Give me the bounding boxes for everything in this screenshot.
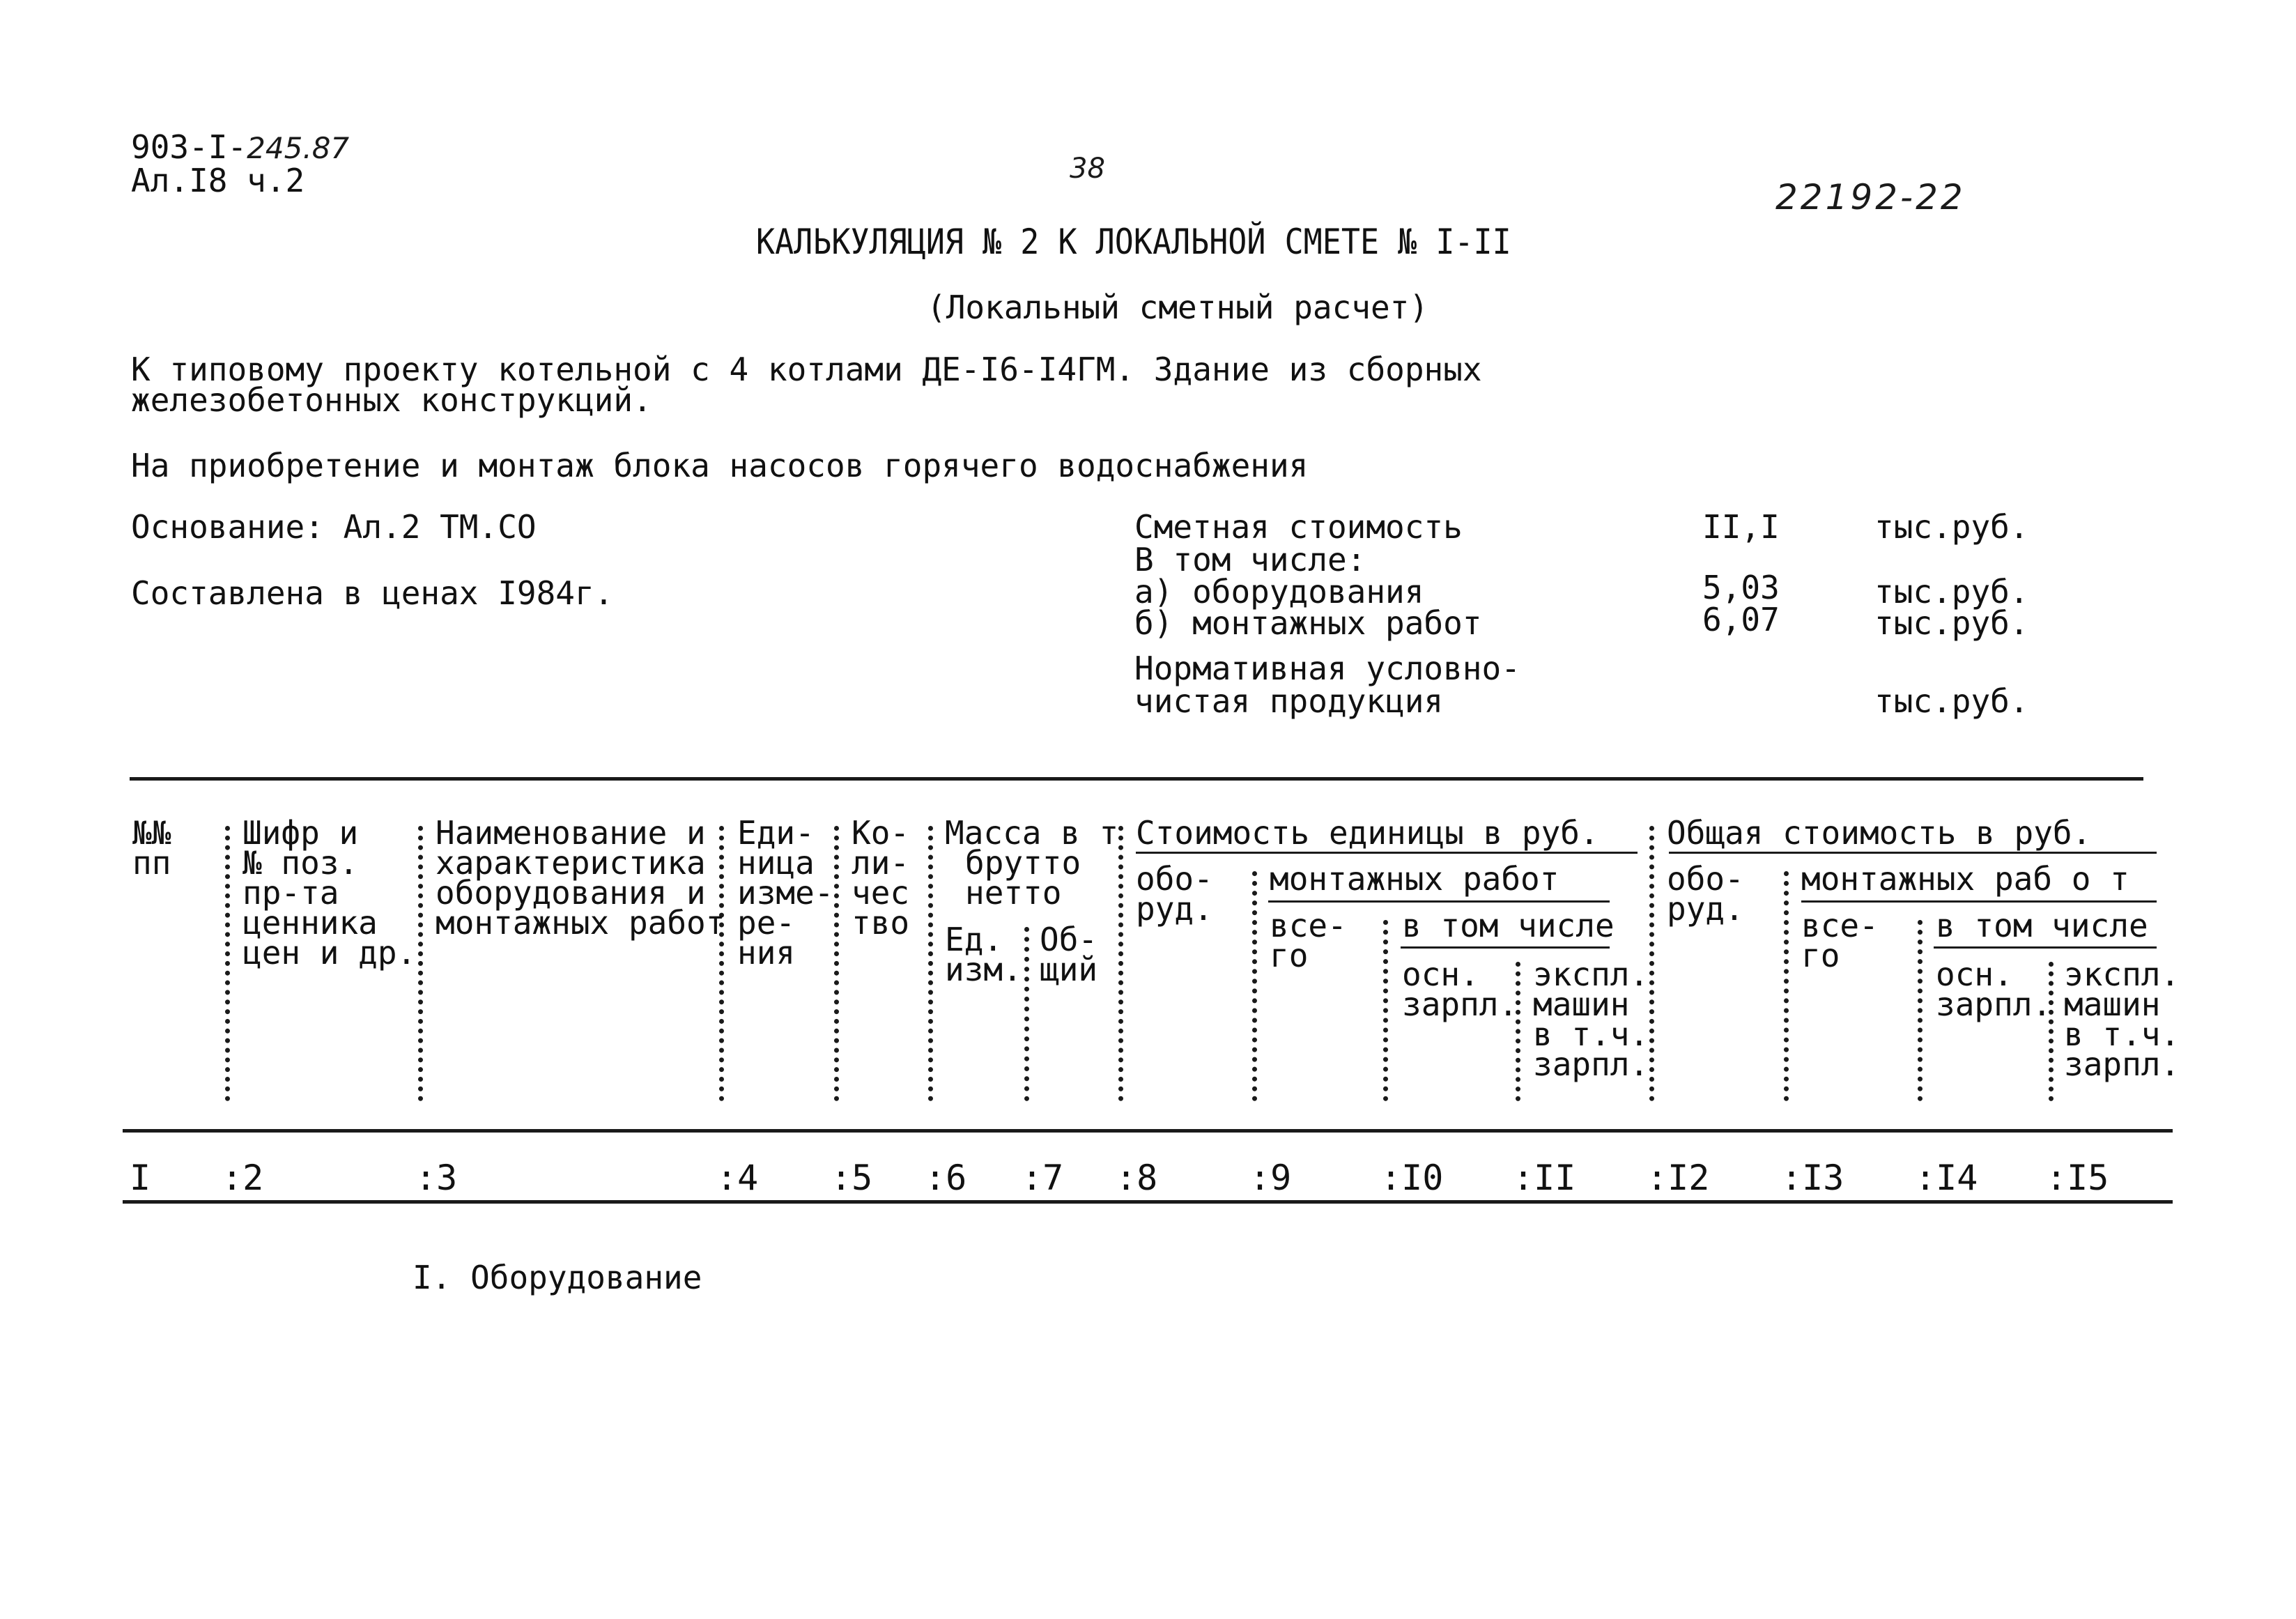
col5-line-4: тво — [852, 904, 910, 942]
purpose-line: На приобретение и монтаж блока насосов горячего водоснабжения — [131, 447, 1309, 484]
basis-line: Основание: Ал.2 ТМ.СО — [131, 508, 537, 546]
total-install-label: монтажных раб о т — [1801, 860, 2129, 898]
unit-cost-underline — [1136, 852, 1638, 854]
total-salary-line-2: зарпл. — [1936, 985, 2052, 1023]
col2-line-1: Шифр и — [242, 814, 359, 852]
column-number: :I0 — [1380, 1158, 1444, 1198]
column-separator — [1024, 927, 1029, 1101]
col5-line-3: чес — [852, 874, 910, 912]
column-separator — [1383, 920, 1388, 1101]
column-number: :3 — [415, 1158, 458, 1198]
col7-line-2: щий — [1040, 951, 1098, 988]
estimated-cost-label: Сметная стоимость — [1134, 508, 1463, 546]
installation-cost-unit: тыс.руб. — [1874, 604, 2029, 642]
column-separator — [1649, 826, 1654, 1101]
col4-line-4: ре- — [737, 904, 796, 942]
column-number: :6 — [925, 1158, 967, 1198]
column-number: I — [130, 1158, 151, 1198]
table-header-bottom-rule — [123, 1129, 2173, 1133]
column-number: :7 — [1022, 1158, 1064, 1198]
page-number: 38 — [1070, 153, 1105, 185]
normative-label-1: Нормативная условно- — [1134, 650, 1520, 687]
stamp-number: 22192-22 — [1775, 177, 1966, 217]
mass-gross-label: брутто — [965, 844, 1081, 882]
unit-machines-line-1: экспл. — [1533, 956, 1649, 993]
column-number: :9 — [1249, 1158, 1292, 1198]
unit-machines-line-4: зарпл. — [1533, 1045, 1649, 1083]
unit-cost-group-label: Стоимость единицы в руб. — [1136, 814, 1599, 852]
equipment-cost-label: а) оборудования — [1134, 573, 1424, 611]
column-separator — [1784, 871, 1789, 1101]
document-code-typed: 903-I- — [131, 128, 247, 166]
column-number: :I4 — [1915, 1158, 1978, 1198]
col4-line-5: ния — [737, 934, 796, 972]
mass-group-label: Масса в т — [945, 814, 1119, 852]
album-reference: Ал.I8 ч.2 — [131, 162, 305, 199]
unit-total-line-1: все- — [1270, 907, 1347, 944]
unit-equip-line-1: обо- — [1136, 860, 1213, 898]
incl-underline-right — [1934, 946, 2157, 949]
unit-equip-line-2: руд. — [1136, 890, 1213, 928]
col4-line-3: изме- — [737, 874, 834, 912]
column-separator — [928, 826, 933, 1101]
col7-line-1: Об- — [1040, 921, 1098, 958]
total-incl-label: в том числе — [1936, 907, 2148, 944]
col6-line-2: изм. — [945, 951, 1022, 988]
unit-incl-label: в том числе — [1402, 907, 1615, 944]
section-heading-equipment: I. Оборудование — [413, 1259, 702, 1296]
col2-line-2: № поз. — [242, 844, 359, 882]
estimated-cost-unit: тыс.руб. — [1874, 508, 2029, 546]
col4-line-2: ница — [737, 844, 815, 882]
col1-line-2: пп — [132, 844, 171, 882]
installation-cost-value: 6,07 — [1702, 601, 1780, 638]
install-underline-right — [1801, 900, 2157, 903]
column-number: :8 — [1116, 1158, 1158, 1198]
unit-salary-line-2: зарпл. — [1402, 985, 1518, 1023]
unit-machines-line-3: в т.ч. — [1533, 1015, 1649, 1053]
document-code — [131, 128, 350, 166]
col4-line-1: Еди- — [737, 814, 815, 852]
mass-net-label: нетто — [965, 874, 1062, 912]
total-cost-group-label: Общая стоимость в руб. — [1667, 814, 2092, 852]
total-machines-line-3: в т.ч. — [2064, 1015, 2180, 1053]
col5-line-1: Ко- — [852, 814, 910, 852]
total-equip-line-2: руд. — [1667, 890, 1744, 928]
column-separator — [2049, 962, 2054, 1101]
column-number: :I2 — [1647, 1158, 1710, 1198]
col3-line-1: Наименование и — [436, 814, 706, 852]
prices-line: Составлена в ценах I984г. — [131, 574, 614, 612]
column-number: :I5 — [2046, 1158, 2109, 1198]
col2-line-5: цен и др. — [242, 934, 417, 972]
column-separator — [1516, 962, 1520, 1101]
document-subtitle: (Локальный сметный расчет) — [927, 289, 1429, 326]
total-cost-underline — [1669, 852, 2157, 854]
incl-underline-left — [1401, 946, 1610, 949]
total-machines-line-4: зарпл. — [2064, 1045, 2180, 1083]
column-number: :2 — [222, 1158, 264, 1198]
table-top-rule — [130, 777, 2143, 781]
normative-unit: тыс.руб. — [1874, 682, 2029, 720]
column-separator — [1918, 920, 1923, 1101]
col6-line-1: Ед. — [945, 921, 1003, 958]
column-number: :4 — [716, 1158, 759, 1198]
column-separator — [1118, 826, 1123, 1101]
project-line-1: К типовому проекту котельной с 4 котлами ДЕ-I6-I4ГМ. Здание из сборных — [131, 351, 1482, 388]
total-salary-line-1: осн. — [1936, 956, 2013, 993]
install-underline-left — [1268, 900, 1610, 903]
installation-cost-label: б) монтажных работ — [1134, 604, 1482, 642]
total-equip-line-1: обо- — [1667, 860, 1744, 898]
column-separator — [719, 826, 724, 1101]
column-separator — [1252, 871, 1257, 1101]
col2-line-3: пр-та — [242, 874, 339, 912]
total-machines-line-2: машин — [2064, 985, 2161, 1023]
col1-line-1: №№ — [132, 814, 171, 852]
project-line-2: железобетонных конструкций. — [131, 381, 652, 419]
column-numbers-bottom-rule — [123, 1200, 2173, 1204]
normative-label-2: чистая продукция — [1134, 682, 1444, 720]
including-label: В том числе: — [1134, 541, 1366, 578]
unit-salary-line-1: осн. — [1402, 956, 1479, 993]
col2-line-4: ценника — [242, 904, 378, 942]
column-number: :II — [1513, 1158, 1576, 1198]
col3-line-4: монтажных работ — [436, 904, 725, 942]
total-machines-line-1: экспл. — [2064, 956, 2180, 993]
estimated-cost-value: II,I — [1702, 508, 1780, 546]
total-total-line-2: го — [1801, 937, 1840, 974]
column-number: :5 — [831, 1158, 873, 1198]
col5-line-2: ли- — [852, 844, 910, 882]
equipment-cost-unit: тыс.руб. — [1874, 573, 2029, 611]
column-number: :I3 — [1781, 1158, 1844, 1198]
col3-line-2: характеристика — [436, 844, 706, 882]
col3-line-3: оборудования и — [436, 874, 706, 912]
equipment-cost-value: 5,03 — [1702, 569, 1780, 606]
column-separator — [418, 826, 423, 1101]
unit-total-line-2: го — [1270, 937, 1309, 974]
unit-machines-line-2: машин — [1533, 985, 1630, 1023]
column-separator — [225, 826, 230, 1101]
document-code-handwritten: 245.87 — [247, 131, 350, 165]
document-title: КАЛЬКУЛЯЦИЯ № 2 К ЛОКАЛЬНОЙ СМЕТЕ № I-II — [756, 222, 1511, 262]
unit-install-label: монтажных работ — [1270, 860, 1559, 898]
column-separator — [834, 826, 839, 1101]
total-total-line-1: все- — [1801, 907, 1879, 944]
